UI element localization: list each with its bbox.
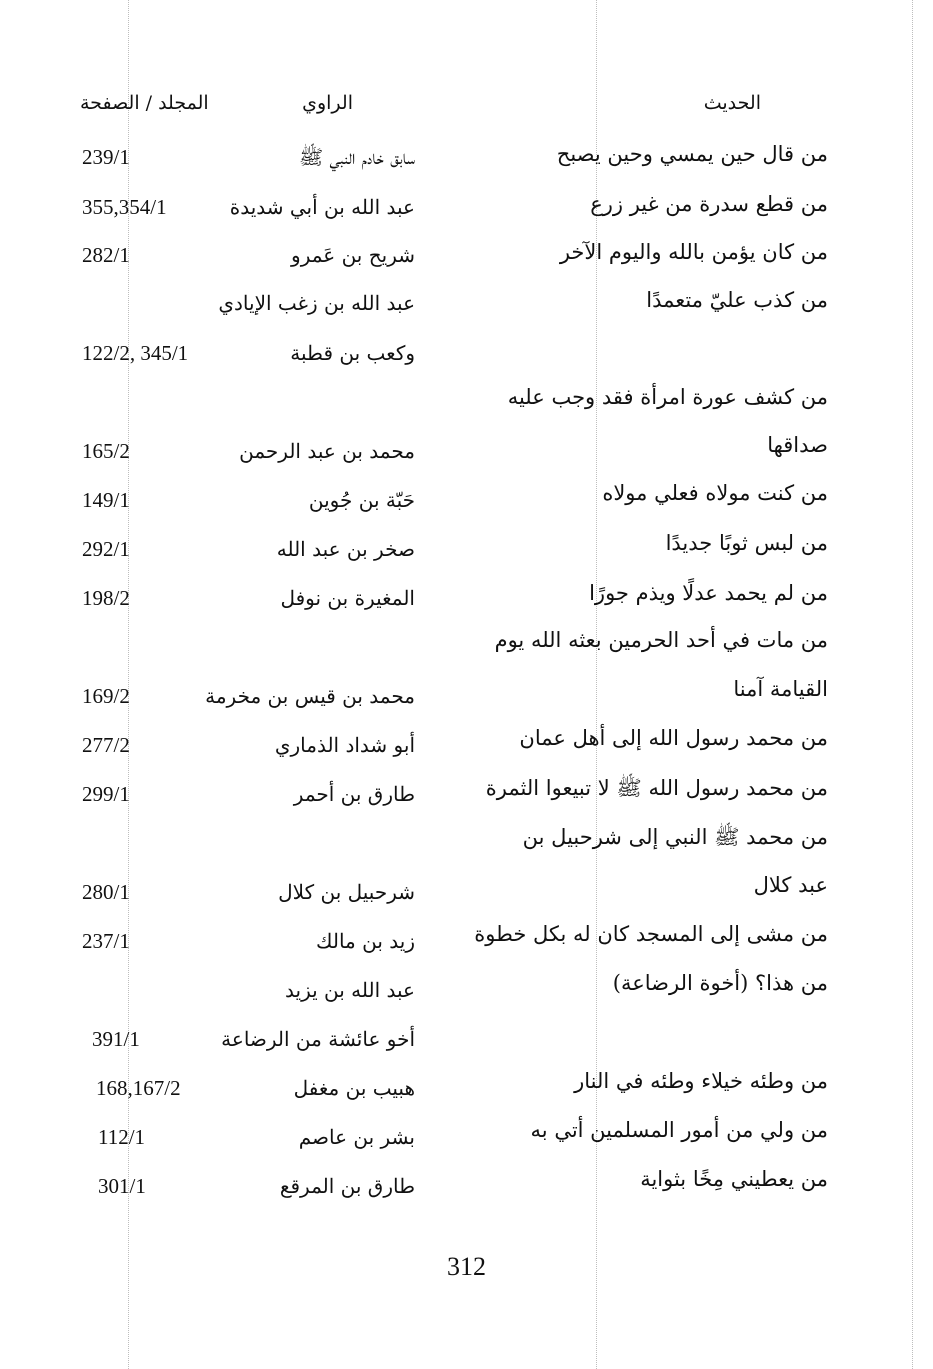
volume-page-ref: 391/1 [92,1027,140,1051]
volume-page-ref: 149/1 [82,488,130,512]
narrator-name: عبد الله بن أبي شديدة [229,195,415,219]
hadith-line: من لبس ثوبًا جديدًا [665,531,828,555]
narrator-name: صخر بن عبد الله [276,537,415,561]
hadith-line: من مات في أحد الحرمين بعثه الله يوم [494,628,828,652]
hadith-line: القيامة آمنا [733,677,828,701]
volume-page-ref: 355,354/1 [82,195,167,219]
column-header-reference: المجلد / الصفحة [80,92,209,114]
volume-page-ref: 112/1 [98,1125,146,1149]
volume-page-ref: 282/1 [82,243,130,267]
hadith-line: من محمد رسول الله ﷺ لا تبيعوا الثمرة [485,776,828,800]
narrator-name: محمد بن عبد الرحمن [239,439,415,463]
hadith-line: من كذب عليّ متعمدًا [646,288,828,312]
volume-page-ref: 122/2, 345/1 [82,341,189,365]
narrator-name: حَبّة بن جُوين [308,488,415,512]
volume-page-ref: 277/2 [82,733,130,757]
hadith-line: عبد كلال [753,873,828,897]
narrator-name: سابق خادم النبي ﷺ [298,145,415,169]
volume-page-ref: 299/1 [82,782,130,806]
hadith-line: من مشى إلى المسجد كان له بكل خطوة [474,922,828,946]
hadith-line: من كشف عورة امرأة فقد وجب عليه [507,385,828,409]
hadith-line: من قطع سدرة من غير زرع [590,192,828,216]
narrator-name: عبد الله بن زغب الإيادي [218,291,415,315]
hadith-line: من وطئه خيلاء وطئه في النار [574,1069,828,1093]
narrator-name: هبيب بن مغفل [293,1076,415,1100]
volume-page-ref: 292/1 [82,537,130,561]
narrator-name: وكعب بن قطبة [290,341,415,365]
volume-page-ref: 239/1 [82,145,130,169]
hadith-line: من هذا؟ (أخوة الرضاعة) [612,971,828,995]
narrator-name: طارق بن أحمر [293,782,415,806]
narrator-name: عبد الله بن يزيد [285,978,415,1002]
column-header-narrator: الراوي [302,92,353,114]
narrator-name: بشر بن عاصم [298,1125,415,1149]
volume-page-ref: 280/1 [82,880,130,904]
narrator-name: أبو شداد الذماري [274,733,415,757]
volume-page-ref: 198/2 [82,586,130,610]
narrator-name: شرحبيل بن كلال [278,880,415,904]
volume-page-ref: 301/1 [98,1174,146,1198]
narrator-name: محمد بن قيس بن مخرمة [205,684,415,708]
column-header-hadith: الحديث [703,92,761,114]
hadith-line: صداقها [767,433,828,457]
hadith-line: من قال حين يمسي وحين يصبح [556,142,828,166]
volume-page-ref: 168,167/2 [96,1076,181,1100]
narrator-name: زيد بن مالك [316,929,415,953]
narrator-name: أخو عائشة من الرضاعة [221,1027,415,1051]
volume-page-ref: 169/2 [82,684,130,708]
scan-guide-line [912,0,913,1369]
narrator-name: المغيرة بن نوفل [280,586,415,610]
narrator-name: شريح بن عَمرو [291,243,415,267]
hadith-line: من محمد ﷺ النبي إلى شرحبيل بن [522,825,828,849]
hadith-line: من كان يؤمن بالله واليوم الآخر [559,240,828,264]
hadith-line: من لم يحمد عدلًا ويذم جورًا [589,581,828,605]
hadith-line: من ولي من أمور المسلمين أتي به [530,1118,828,1142]
hadith-line: من محمد رسول الله إلى أهل عمان [519,726,828,750]
hadith-line: من يعطيني مِخًا بثواية [640,1167,828,1191]
volume-page-ref: 165/2 [82,439,130,463]
narrator-name: طارق بن المرقع [279,1174,415,1198]
hadith-line: من كنت مولاه فعلي مولاه [602,481,828,505]
page-number: 312 [447,1252,486,1281]
volume-page-ref: 237/1 [82,929,130,953]
